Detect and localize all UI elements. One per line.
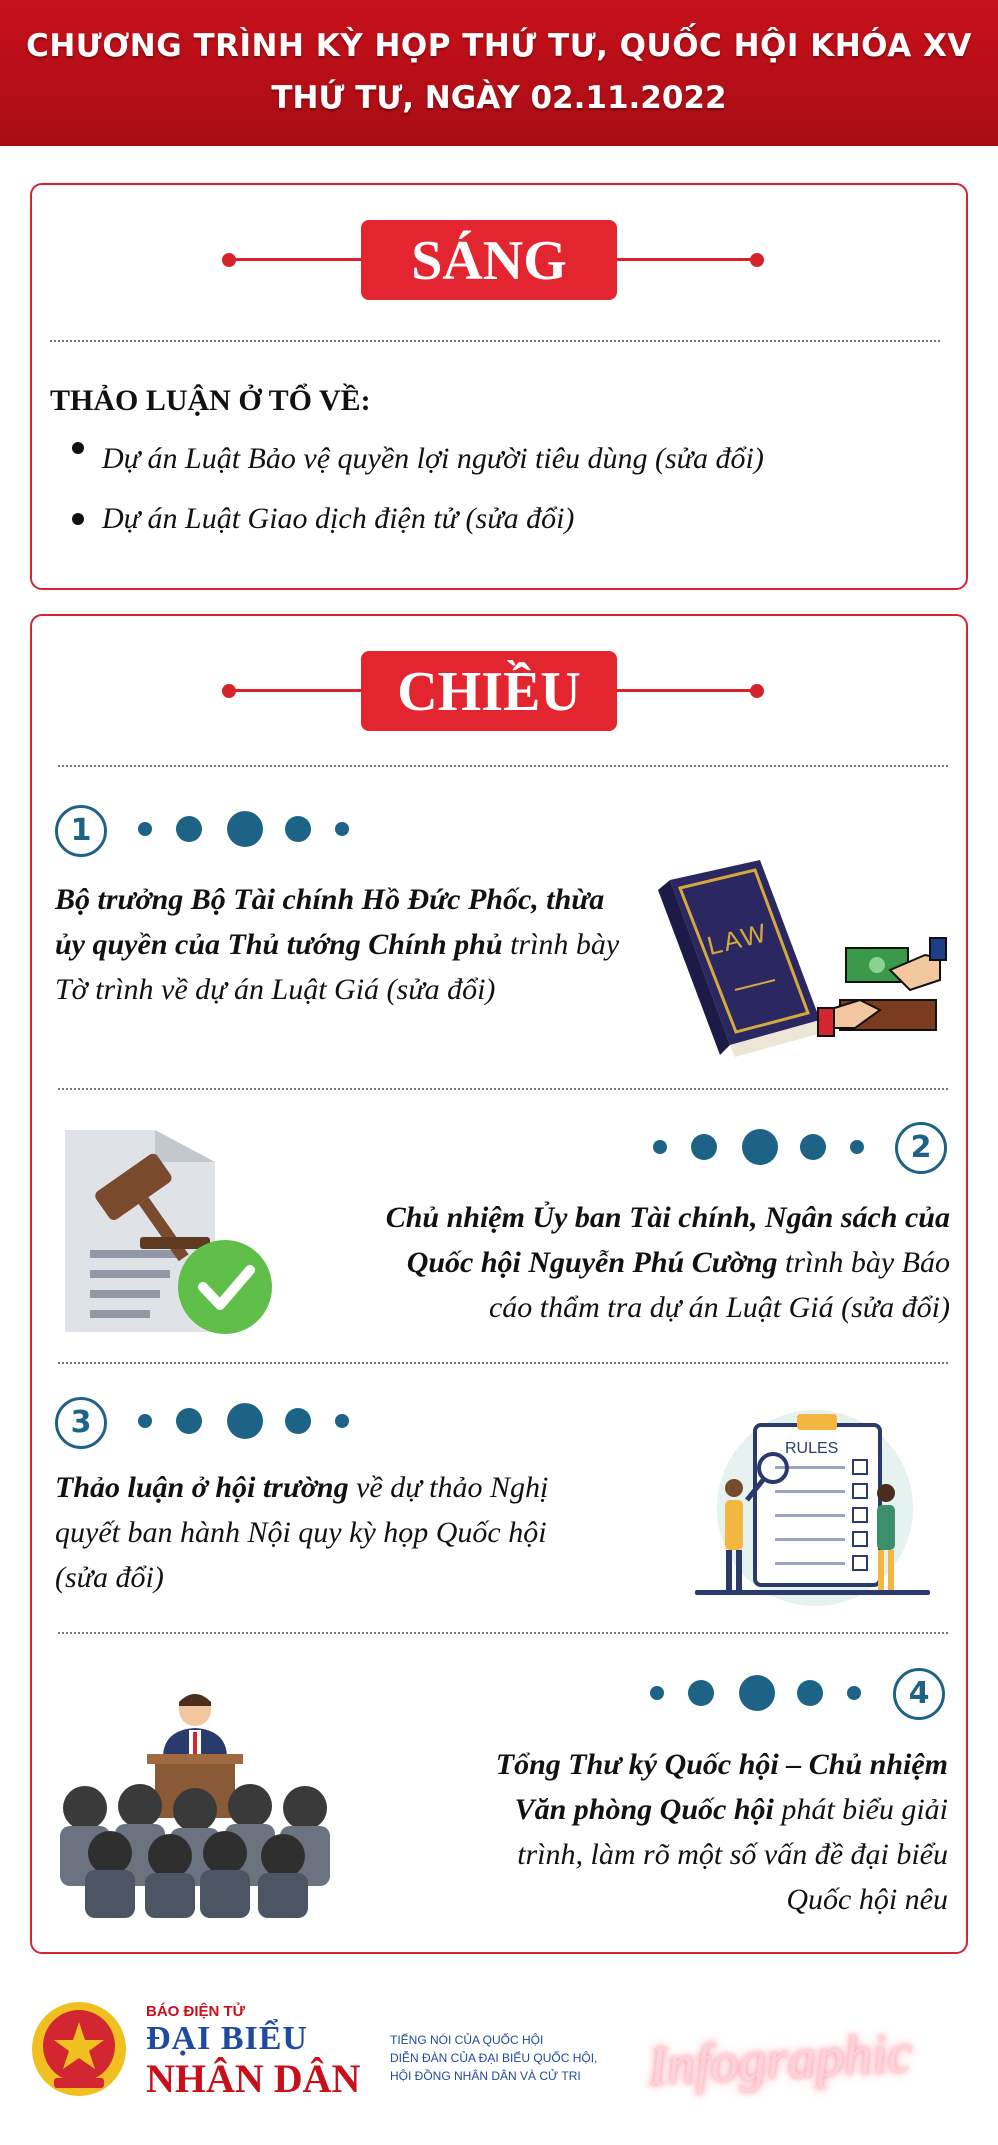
item-4-rest: phát biểu giải trình, làm rõ một số vấn đề đại biểu Quốc hội nêu xyxy=(517,1793,948,1916)
step-dot xyxy=(650,1686,664,1700)
item-4-text xyxy=(460,1742,948,1922)
speaker-audience-illustration xyxy=(55,1688,335,1918)
step-dot xyxy=(688,1680,714,1706)
morning-item-text: Dự án Luật Giao dịch điện tử (sửa đổi) xyxy=(102,502,575,535)
morning-item-text: Dự án Luật Bảo vệ quyền lợi người tiêu dùng (sửa đổi) xyxy=(102,442,764,475)
item-4-bold: Tổng Thư ký Quốc hội – Chủ nhiệm Văn phòng Quốc hội xyxy=(495,1748,948,1826)
law-book-illustration xyxy=(650,850,950,1060)
step-dot xyxy=(850,1140,864,1154)
tagline-1: TIẾNG NÓI CỦA QUỐC HỘI xyxy=(390,2033,544,2047)
step-number-4: 4 xyxy=(893,1668,945,1720)
step-dot xyxy=(285,1408,311,1434)
brand-line-2: NHÂN DÂN xyxy=(146,2056,361,2101)
step-dot xyxy=(847,1686,861,1700)
morning-item xyxy=(72,442,84,454)
session-line xyxy=(230,258,370,261)
item-3-rest: về dự thảo Nghị quyết ban hành Nội quy kỳ họp Quốc hội (sửa đổi) xyxy=(55,1471,549,1594)
step-number-1: 1 xyxy=(55,805,107,857)
session-line-dot xyxy=(750,253,764,267)
step-dot xyxy=(138,822,152,836)
step-dot xyxy=(653,1140,667,1154)
step-dot xyxy=(335,822,349,836)
step-dot xyxy=(227,811,263,847)
law-label: LAW xyxy=(704,917,771,961)
brand-small: BÁO ĐIỆN TỬ xyxy=(146,2003,246,2020)
money-hand-icon xyxy=(818,938,946,1036)
step-dot xyxy=(797,1680,823,1706)
divider xyxy=(58,1362,948,1364)
item-2-text xyxy=(370,1195,950,1330)
step-number-2: 2 xyxy=(895,1122,947,1174)
divider xyxy=(50,340,940,342)
item-1-rest: trình bày Tờ trình về dự án Luật Giá (sửa đổi) xyxy=(55,928,620,1006)
morning-item xyxy=(72,513,84,525)
session-line xyxy=(617,258,757,261)
afternoon-label: CHIỀU xyxy=(361,651,617,731)
step-dot xyxy=(691,1134,717,1160)
book-icon xyxy=(658,860,825,1057)
morning-heading: THẢO LUẬN Ở TỔ VỀ: xyxy=(50,384,371,417)
item-3-bold: Thảo luận ở hội trường xyxy=(55,1471,349,1504)
morning-label: SÁNG xyxy=(361,220,617,300)
step-dot xyxy=(739,1675,775,1711)
step-dot xyxy=(742,1129,778,1165)
brand-line-1: ĐẠI BIỂU xyxy=(146,2020,308,2057)
item-3-text xyxy=(55,1465,575,1600)
step-dot xyxy=(138,1414,152,1428)
item-2-bold: Chủ nhiệm Ủy ban Tài chính, Ngân sách của Quốc hội Nguyễn Phú Cường xyxy=(385,1201,950,1279)
step-dot xyxy=(176,816,202,842)
page-header xyxy=(0,0,998,146)
session-line xyxy=(617,689,757,692)
national-emblem-logo xyxy=(30,2000,128,2098)
tagline-2: DIỄN ĐÀN CỦA ĐẠI BIỂU QUỐC HỘI, xyxy=(390,2051,598,2065)
step-dot xyxy=(227,1403,263,1439)
rules-board-illustration xyxy=(685,1400,940,1610)
gavel-document-icon xyxy=(60,1122,280,1342)
divider xyxy=(58,1632,948,1634)
step-dot xyxy=(335,1414,349,1428)
session-line xyxy=(230,689,370,692)
item-1-text xyxy=(55,877,635,1012)
step-dot xyxy=(176,1408,202,1434)
rules-label: RULES xyxy=(785,1440,839,1457)
infographic-label: Infographic xyxy=(646,2022,914,2098)
item-2-rest: trình bày Báo cáo thẩm tra dự án Luật Giá (sửa đổi) xyxy=(488,1246,950,1324)
page-date: THỨ TƯ, NGÀY 02.11.2022 xyxy=(271,80,727,116)
step-dot xyxy=(800,1134,826,1160)
item-1-bold: Bộ trưởng Bộ Tài chính Hồ Đức Phốc, thừa ủy quyền của Thủ tướng Chính phủ xyxy=(55,883,605,961)
divider xyxy=(58,765,948,767)
tagline-3: HỘI ĐỒNG NHÂN DÂN VÀ CỬ TRI xyxy=(390,2069,581,2083)
session-line-dot xyxy=(750,684,764,698)
step-number-3: 3 xyxy=(55,1397,107,1449)
page-title: CHƯƠNG TRÌNH KỲ HỌP THỨ TƯ, QUỐC HỘI KHÓA XV xyxy=(26,28,972,64)
step-dot xyxy=(285,816,311,842)
divider xyxy=(58,1088,948,1090)
